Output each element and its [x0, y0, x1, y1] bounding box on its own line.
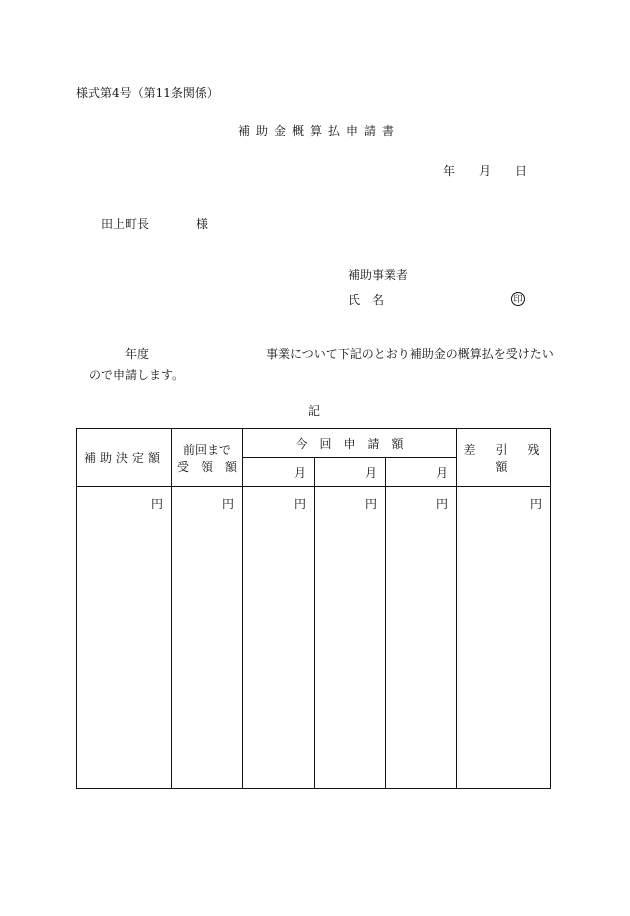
decided-amount-cell: 円 [77, 487, 172, 789]
form-number: 様式第4号（第11条関係） [76, 86, 219, 100]
current-month3-cell: 円 [386, 487, 457, 789]
header-received-line2: 受 領 額 [176, 459, 237, 474]
received-amount-cell: 円 [172, 487, 243, 789]
fiscal-year-label: 年度 [125, 347, 150, 361]
date-day-label: 日 [515, 164, 528, 178]
application-table [76, 428, 560, 789]
body-text-line1: 事業について下記のとおり補助金の概算払を受けたい [266, 347, 554, 361]
balance-cell: 円 [457, 487, 551, 789]
ki-heading: 記 [308, 404, 321, 418]
addressee-name: 田上町長 [101, 217, 150, 231]
applicant-label: 補助事業者 [348, 268, 409, 282]
current-month2-cell: 円 [315, 487, 386, 789]
month-cell-2: 月 [315, 458, 386, 487]
month-cell-3: 月 [386, 458, 457, 487]
applicant-name-label: 氏 名 [348, 293, 385, 307]
date-year-label: 年 [443, 164, 456, 178]
date-month-label: 月 [479, 164, 492, 178]
addressee-honorific: 様 [196, 217, 209, 231]
seal-icon: 印 [511, 292, 525, 306]
page-title: 補助金概算払申請書 [238, 124, 401, 138]
header-decided-amount: 補助決定額 [77, 429, 172, 487]
header-balance: 差 引 残 額 [457, 429, 551, 487]
body-text-line2: ので申請します。 [89, 368, 185, 382]
current-month1-cell: 円 [243, 487, 315, 789]
month-cell-1: 月 [243, 458, 315, 487]
header-received-amount [172, 429, 243, 487]
header-current-request: 今 回 申 請 額 [243, 429, 457, 458]
header-received-line1: 前回まで [182, 442, 231, 457]
